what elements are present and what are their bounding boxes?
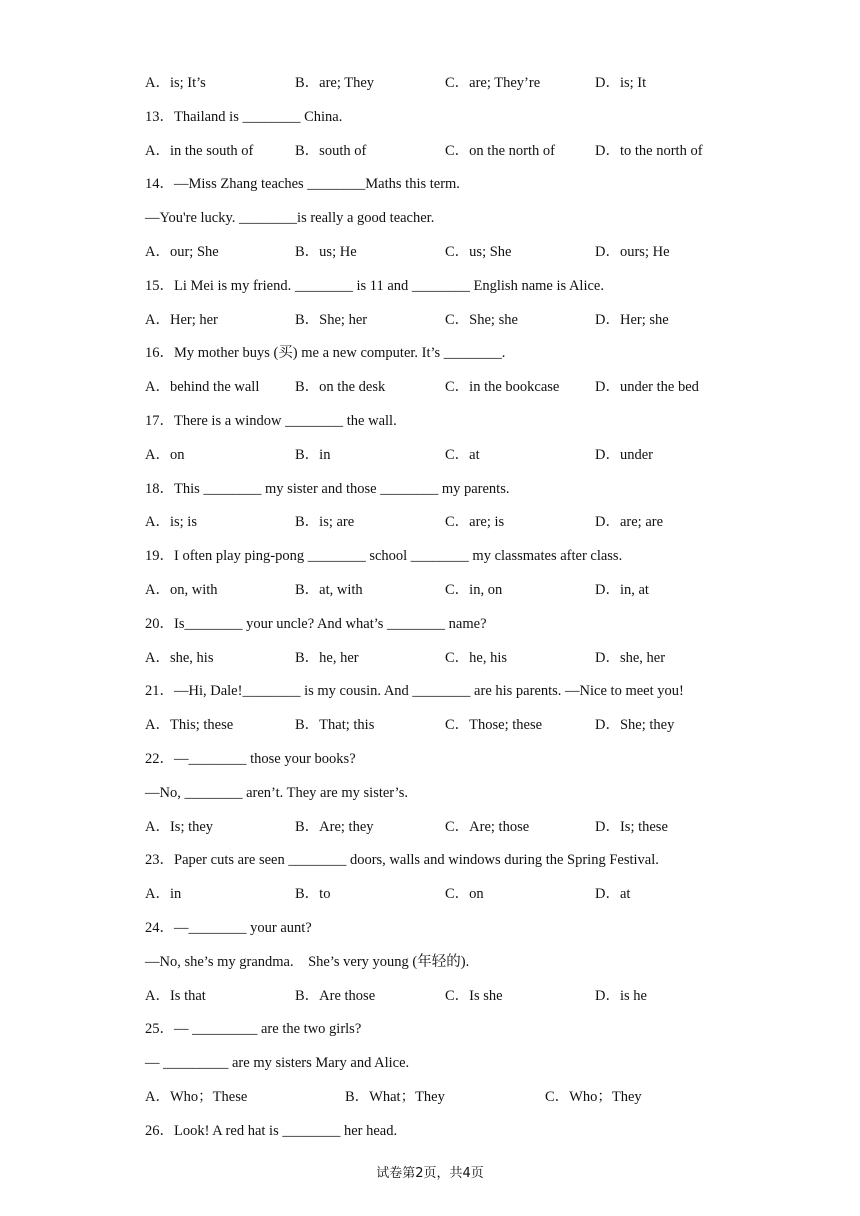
- answer-option: B．south of: [295, 142, 367, 159]
- answer-option: B．at, with: [295, 581, 363, 598]
- answer-options: [145, 72, 825, 106]
- answer-option: A．in: [145, 886, 182, 903]
- question-line: 20．Is________ your uncle? And what’s ________ name?: [145, 615, 487, 632]
- answer-option: A．in the south of: [145, 142, 254, 159]
- answer-option: A．our; She: [145, 243, 219, 260]
- answer-options: [145, 511, 825, 545]
- answer-option: D．under the bed: [595, 379, 699, 396]
- question-line: 22．—________ those your books?: [145, 750, 356, 767]
- answer-options: [145, 579, 825, 613]
- answer-option: C．Are; those: [445, 818, 530, 835]
- question-line: 26．Look! A red hat is ________ her head.: [145, 1122, 398, 1139]
- answer-option: C．She; she: [445, 311, 518, 328]
- question-line: 21．—Hi, Dale!________ is my cousin. And ________ are his parents. —Nice to meet you!: [145, 683, 684, 700]
- question-line: 15．Li Mei is my friend. ________ is 11 and ________ English name is Alice.: [145, 277, 604, 294]
- answer-option: B．Are; they: [295, 818, 374, 835]
- answer-option: A．behind the wall: [145, 379, 260, 396]
- answer-option: D．under: [595, 446, 653, 463]
- answer-option: D．She; they: [595, 717, 675, 734]
- answer-option: D．at: [595, 886, 631, 903]
- answer-option: C．are; is: [445, 514, 505, 531]
- answer-option: B．to: [295, 886, 331, 903]
- answer-option: C．at: [445, 446, 480, 463]
- answer-option: A．is; It’s: [145, 75, 206, 91]
- answer-option: C．in, on: [445, 581, 503, 598]
- question-line: 18．This ________ my sister and those ________ my parents.: [145, 480, 510, 497]
- answer-option: D．are; are: [595, 514, 664, 531]
- question-line: 17．There is a window ________ the wall.: [145, 412, 397, 429]
- answer-option: B．She; her: [295, 311, 368, 328]
- answer-option: B．us; He: [295, 243, 357, 260]
- answer-option: A．Who；These: [145, 1088, 248, 1105]
- answer-option: A．she, his: [145, 649, 214, 666]
- answer-options: [145, 647, 825, 681]
- answer-option: B．What；They: [345, 1088, 445, 1105]
- answer-option: D．she, her: [595, 649, 666, 666]
- answer-options: [145, 1086, 825, 1120]
- answer-option: B．he, her: [295, 649, 359, 666]
- answer-options: [145, 309, 825, 343]
- answer-option: C．he, his: [445, 649, 508, 666]
- answer-options: [145, 816, 825, 850]
- answer-options: [145, 376, 825, 410]
- answer-option: A．on: [145, 446, 185, 463]
- answer-option: D．in, at: [595, 581, 649, 598]
- answer-option: D．Is; these: [595, 818, 668, 835]
- answer-option: C．Those; these: [445, 717, 543, 734]
- question-line: —No, she’s my grandma. She’s very young (年轻的).: [145, 953, 470, 970]
- answer-option: C．us; She: [445, 243, 512, 260]
- question-line: 16．My mother buys (买) me a new computer. It’s ________.: [145, 345, 506, 362]
- answer-option: B．in: [295, 446, 331, 463]
- answer-options: [145, 241, 825, 275]
- answer-options: [145, 985, 825, 1019]
- answer-option: B．Are those: [295, 987, 376, 1004]
- answer-option: A．Is; they: [145, 818, 214, 835]
- question-line: 14．—Miss Zhang teaches ________Maths this term.: [145, 176, 460, 193]
- answer-option: D．to the north of: [595, 142, 703, 159]
- answer-option: D．Her; she: [595, 311, 669, 328]
- question-list: [145, 72, 825, 1154]
- answer-option: A．is; is: [145, 514, 197, 531]
- question-line: —No, ________ aren’t. They are my sister’s.: [145, 784, 408, 801]
- answer-options: [145, 883, 825, 917]
- answer-option: B．on the desk: [295, 379, 386, 396]
- answer-option: A．Is that: [145, 987, 206, 1004]
- answer-option: A．This; these: [145, 717, 234, 734]
- question-line: —You're lucky. ________is really a good teacher.: [145, 210, 435, 227]
- answer-option: C．on the north of: [445, 142, 555, 159]
- answer-option: C．on: [445, 886, 484, 903]
- answer-option: A．on, with: [145, 581, 218, 598]
- answer-option: B．is; are: [295, 514, 355, 531]
- answer-option: D．is he: [595, 987, 647, 1004]
- answer-options: [145, 140, 825, 174]
- question-line: 25．— _________ are the two girls?: [145, 1021, 362, 1038]
- answer-option: A．Her; her: [145, 311, 218, 328]
- page-footer: 试卷第2页，共4页: [376, 1166, 484, 1181]
- question-line: 23．Paper cuts are seen ________ doors, walls and windows during the Spring Festival.: [145, 852, 659, 869]
- answer-option: B．That; this: [295, 717, 375, 734]
- answer-option: C．are; They’re: [445, 75, 541, 91]
- answer-option: D．is; It: [595, 75, 647, 91]
- answer-option: C．Who；They: [545, 1088, 642, 1105]
- answer-options: [145, 444, 825, 478]
- question-line: 19．I often play ping-pong ________ school ________ my classmates after class.: [145, 548, 623, 565]
- answer-option: D．ours; He: [595, 243, 670, 260]
- answer-option: C．Is she: [445, 987, 503, 1004]
- answer-options: [145, 714, 825, 748]
- question-line: — _________ are my sisters Mary and Alice.: [145, 1055, 410, 1072]
- answer-option: B．are; They: [295, 75, 375, 91]
- question-line: 13．Thailand is ________ China.: [145, 108, 343, 125]
- question-line: 24．—________ your aunt?: [145, 919, 312, 936]
- answer-option: C．in the bookcase: [445, 379, 560, 396]
